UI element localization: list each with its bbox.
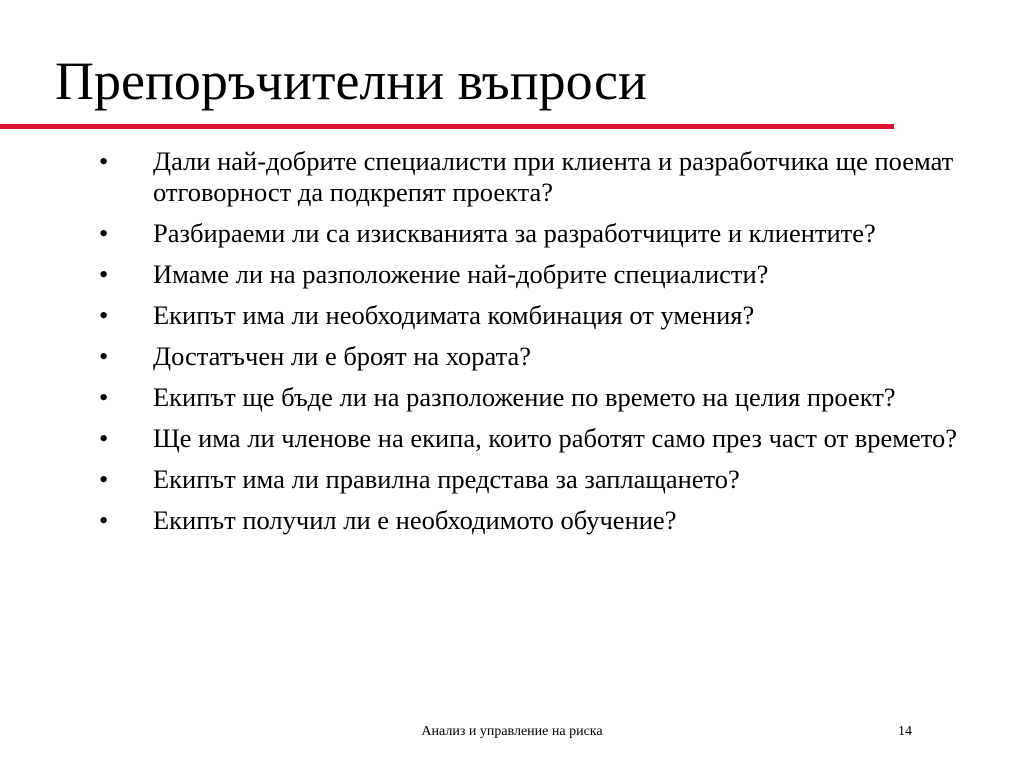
list-item — [0, 505, 960, 536]
bullet-icon: • — [99, 259, 109, 289]
bullet-icon: • — [99, 423, 109, 453]
footer-title: Анализ и управление на риска — [421, 724, 603, 739]
bullet-icon: • — [99, 464, 109, 494]
list-item — [0, 423, 960, 454]
page-number: 14 — [898, 724, 912, 739]
list-item — [0, 146, 960, 208]
bullet-text: Екипът ще бъде ли на разположение по времето на целия проект? — [153, 382, 896, 412]
bullet-text: Имаме ли на разположение най-добрите специалисти? — [153, 259, 769, 289]
bullet-text: Достатъчен ли е броят на хората? — [153, 341, 532, 371]
bullet-icon: • — [99, 218, 109, 248]
list-item — [0, 341, 960, 372]
bullet-icon: • — [99, 341, 109, 371]
list-item — [0, 464, 960, 495]
bullet-icon: • — [99, 505, 109, 535]
list-item — [0, 300, 960, 331]
bullet-text: Разбираеми ли са изискванията за разработчиците и клиентите? — [153, 218, 876, 248]
bullet-icon: • — [99, 300, 109, 330]
title-divider — [0, 124, 894, 129]
list-item — [0, 259, 960, 290]
slide-title: Препоръчителни въпроси — [55, 51, 647, 111]
list-item — [0, 382, 960, 413]
bullet-list — [0, 146, 960, 546]
bullet-text: Екипът има ли правилна представа за заплащането? — [153, 464, 740, 494]
bullet-text: Екипът има ли необходимата комбинация от умения? — [153, 300, 755, 330]
list-item — [0, 218, 960, 249]
bullet-icon: • — [99, 382, 109, 412]
bullet-text: Ще има ли членове на екипа, които работят само през част от времето? — [153, 423, 958, 453]
bullet-text: Екипът получил ли е необходимото обучение? — [153, 505, 677, 535]
bullet-icon: • — [99, 146, 109, 176]
bullet-text: Дали най-добрите специалисти при клиента и разработчика ще поемат отговорност да подкрепят проекта? — [153, 146, 954, 207]
